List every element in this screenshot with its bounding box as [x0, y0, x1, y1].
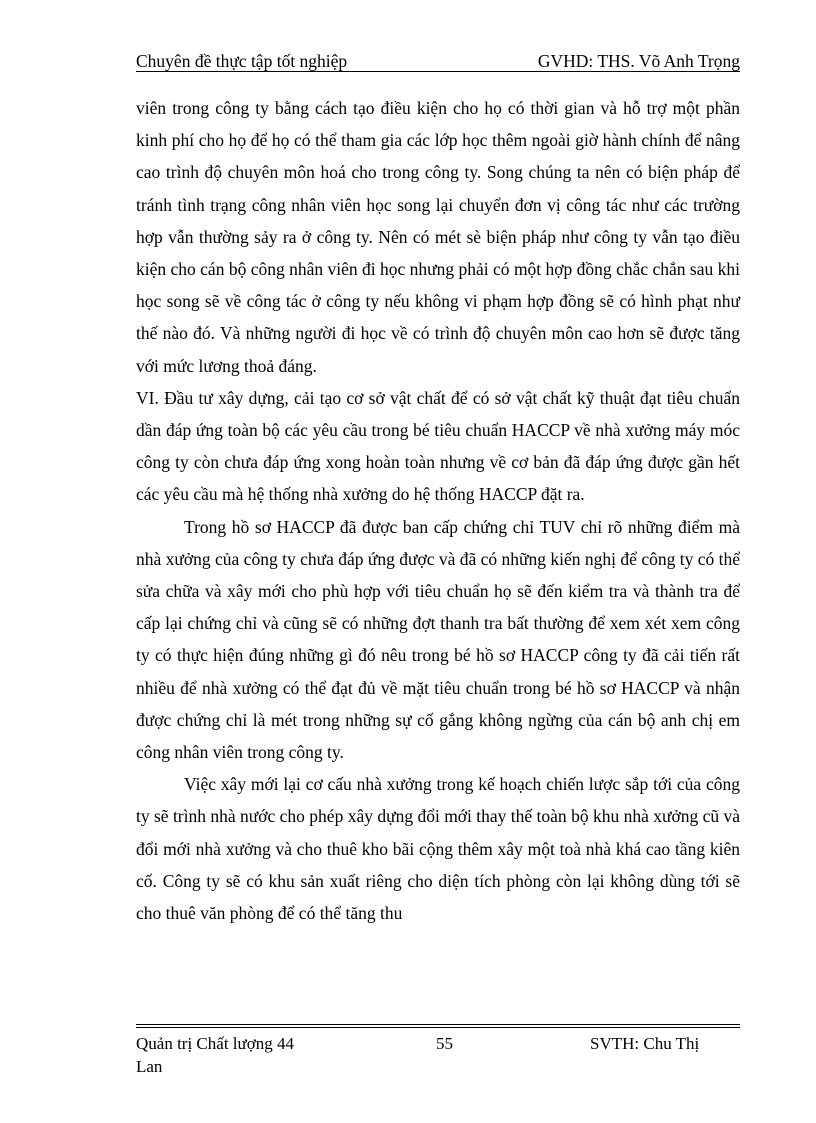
footer-rule-bottom [136, 1027, 740, 1028]
page-number: 55 [436, 1034, 453, 1053]
paragraph-haccp-records: Trong hồ sơ HACCP đã được ban cấp chứng chỉ TUV chỉ rõ những điểm mà nhà xưởng của công ty chưa đáp ứng được và đã có những kiến nghị để công ty có thể sửa chữa và xây mới cho phù hợp với tiêu chuẩn họ sẽ đến kiểm tra và thành tra để cấp lại chứng chỉ và cũng sẽ có những đợt thanh tra bất thường để xem xét xem công ty có thực hiện đúng những gì đó nêu trong bé hồ sơ HACCP công ty đã cải tiến rất nhiều để nhà xưởng có thể đạt đủ về mặt tiêu chuẩn trong bé hồ sơ HACCP và nhận được chứng chỉ là mét trong những sự cố gắng không ngừng của cán bộ anh chị em công nhân viên trong công ty. [136, 516, 740, 763]
header-rule [136, 71, 740, 72]
page-footer [136, 1024, 740, 1078]
paragraph-staff-training: viên trong công ty bằng cách tạo điều kiện cho họ có thời gian và hỗ trợ một phần kinh phí cho họ để họ có thể tham gia các lớp học thêm ngoài giờ hành chính để nâng cao trình độ chuyên môn hoá cho trong công ty. Song chúng ta nên có biện pháp để tránh tình trạng công nhân viên học song lại chuyển đơn vị công tác như các trường hợp vẫn thường sảy ra ở công ty. Nên có mét sè biện pháp như công ty vẫn tạo điều kiện cho cán bộ công nhân viên đi học nhưng phải có một hợp đồng chắc chắn sau khi học song sẽ về công tác ở công ty nếu không vi phạm hợp đồng sẽ có hình phạt như thế nào đó. Và những người đi học về có trình độ chuyên môn cao hơn sẽ được tăng với mức lương thoả đáng. [136, 98, 740, 376]
footer-course: Quản trị Chất lượng 44 [136, 1034, 294, 1053]
footer-student-wrap: Lan [136, 1057, 163, 1076]
paragraph-factory-rebuild: Việc xây mới lại cơ cấu nhà xưởng trong kế hoạch chiến lược sắp tới của công ty sẽ trình nhà nước cho phép xây dựng đổi mới thay thế toàn bộ khu nhà xưởng cũ và đổi mới nhà xưởng và cho thuê kho bãi cộng thêm xây một toà nhà khá cao tầng kiên cố. Công ty sẽ có khu sản xuất riêng cho diện tích phòng còn lại không dùng tới sẽ cho thuê văn phòng để có thể tăng thu [136, 774, 740, 924]
header-document-title: Chuyên đề thực tập tốt nghiệp [136, 51, 348, 71]
footer-student: SVTH: Chu Thị [590, 1034, 700, 1053]
page-header [136, 50, 740, 74]
header-supervisor: GVHD: THS. Võ Anh Trọng [537, 51, 740, 71]
page-body [136, 92, 740, 929]
paragraph-section-vi: VI. Đầu tư xây dựng, cải tạo cơ sở vật chất để có sở vật chất kỹ thuật đạt tiêu chuẩn dần đáp ứng toàn bộ các yêu cầu trong bé tiêu chuẩn HACCP về nhà xưởng máy móc công ty còn chưa đáp ứng xong hoàn toàn nhưng về cơ bản đã đáp ứng được gần hết các yêu cầu mà hệ thống nhà xưởng do hệ thống HACCP đặt ra. [136, 387, 740, 505]
footer-rule-top [136, 1024, 740, 1025]
